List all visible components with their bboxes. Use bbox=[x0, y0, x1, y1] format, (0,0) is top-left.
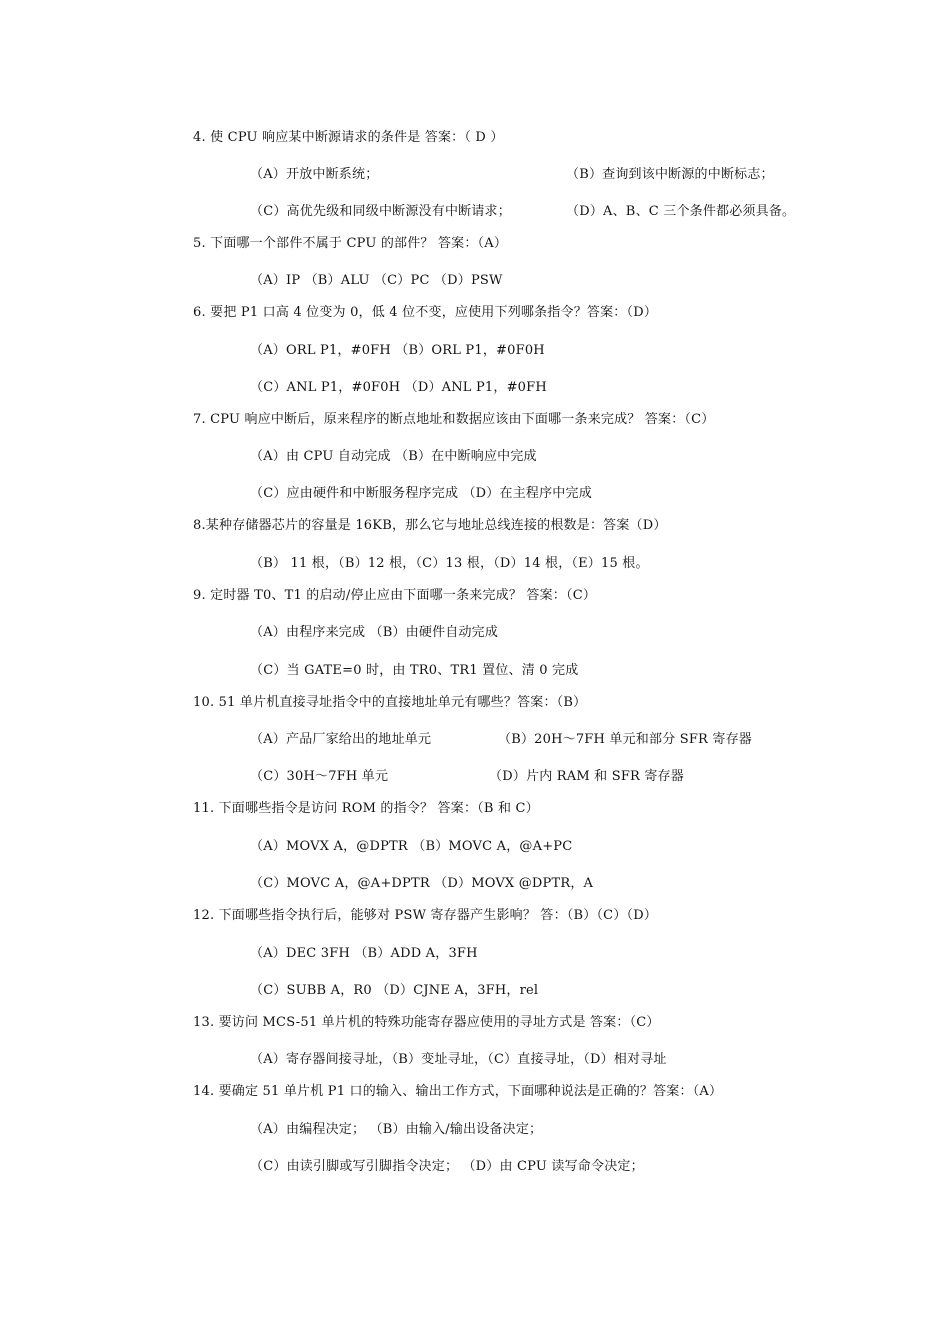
option-4b: （B）查询到该中断源的中断标志； bbox=[566, 167, 774, 182]
option-10d: （D）片内 RAM 和 SFR 寄存器 bbox=[489, 769, 684, 784]
options-7-cd: （C）应由硬件和中断服务程序完成 （D）在主程序中完成 bbox=[250, 486, 592, 501]
question-12: 12. 下面哪些指令执行后，能够对 PSW 寄存器产生影响？ 答：（B）（C）（D） bbox=[193, 908, 658, 923]
options-12-ab: （A）DEC 3FH （B）ADD A，3FH bbox=[250, 946, 478, 961]
options-11-ab: （A）MOVX A，@DPTR （B）MOVC A，@A+PC bbox=[250, 839, 573, 854]
option-10b: （B）20H～7FH 单元和部分 SFR 寄存器 bbox=[498, 732, 752, 747]
options-5: （A）IP （B）ALU （C）PC （D）PSW bbox=[250, 273, 503, 288]
option-10c: （C）30H～7FH 单元 bbox=[250, 769, 389, 784]
question-14: 14. 要确定 51 单片机 P1 口的输入、输出工作方式，下面哪种说法是正确的？答案：（A） bbox=[193, 1084, 723, 1099]
options-12-cd: （C）SUBB A，R0 （D）CJNE A，3FH，rel bbox=[250, 983, 539, 998]
options-6-cd: （C）ANL P1，#0F0H （D）ANL P1，#0FH bbox=[250, 380, 547, 395]
options-9-c: （C）当 GATE=0 时，由 TR0、TR1 置位、清 0 完成 bbox=[250, 663, 579, 678]
options-8: （B） 11 根，（B）12 根，（C）13 根，（D）14 根，（E）15 根。 bbox=[250, 556, 649, 571]
question-5: 5. 下面哪一个部件不属于 CPU 的部件？ 答案：（A） bbox=[193, 236, 508, 251]
options-14-ab: （A）由编程决定； （B）由输入/输出设备决定； bbox=[250, 1122, 543, 1137]
options-13: （A）寄存器间接寻址，（B）变址寻址，（C）直接寻址，（D）相对寻址 bbox=[250, 1052, 667, 1067]
option-4d: （D）A、B、C 三个条件都必须具备。 bbox=[566, 204, 796, 219]
question-4: 4. 使 CPU 响应某中断源请求的条件是 答案：（ D ） bbox=[193, 130, 504, 145]
option-4a: （A）开放中断系统； bbox=[250, 167, 379, 182]
question-13: 13. 要访问 MCS-51 单片机的特殊功能寄存器应使用的寻址方式是 答案：（C） bbox=[193, 1015, 660, 1030]
question-10: 10. 51 单片机直接寻址指令中的直接地址单元有哪些？答案：（B） bbox=[193, 695, 587, 710]
options-6-ab: （A）ORL P1，#0FH （B）ORL P1，#0F0H bbox=[250, 343, 545, 358]
question-8: 8.某种存储器芯片的容量是 16KB，那么它与地址总线连接的根数是：答案（D） bbox=[193, 518, 667, 533]
question-9: 9. 定时器 T0、T1 的启动/停止应由下面哪一条来完成？ 答案：（C） bbox=[193, 588, 597, 603]
question-11: 11. 下面哪些指令是访问 ROM 的指令？ 答案：（B 和 C） bbox=[193, 801, 539, 816]
options-7-ab: （A）由 CPU 自动完成 （B）在中断响应中完成 bbox=[250, 449, 537, 464]
options-11-cd: （C）MOVC A，@A+DPTR （D）MOVX @DPTR，A bbox=[250, 876, 594, 891]
question-6: 6. 要把 P1 口高 4 位变为 0，低 4 位不变，应使用下列哪条指令？答案：（D） bbox=[193, 305, 658, 320]
option-10a: （A）产品厂家给出的地址单元 bbox=[250, 732, 432, 747]
option-4c: （C）高优先级和同级中断源没有中断请求； bbox=[250, 204, 511, 219]
options-9-ab: （A）由程序来完成 （B）由硬件自动完成 bbox=[250, 625, 499, 640]
options-14-cd: （C）由读引脚或写引脚指令决定； （D）由 CPU 读写命令决定； bbox=[250, 1159, 644, 1174]
question-7: 7. CPU 响应中断后，原来程序的断点地址和数据应该由下面哪一条来完成？ 答案：（C） bbox=[193, 412, 715, 427]
